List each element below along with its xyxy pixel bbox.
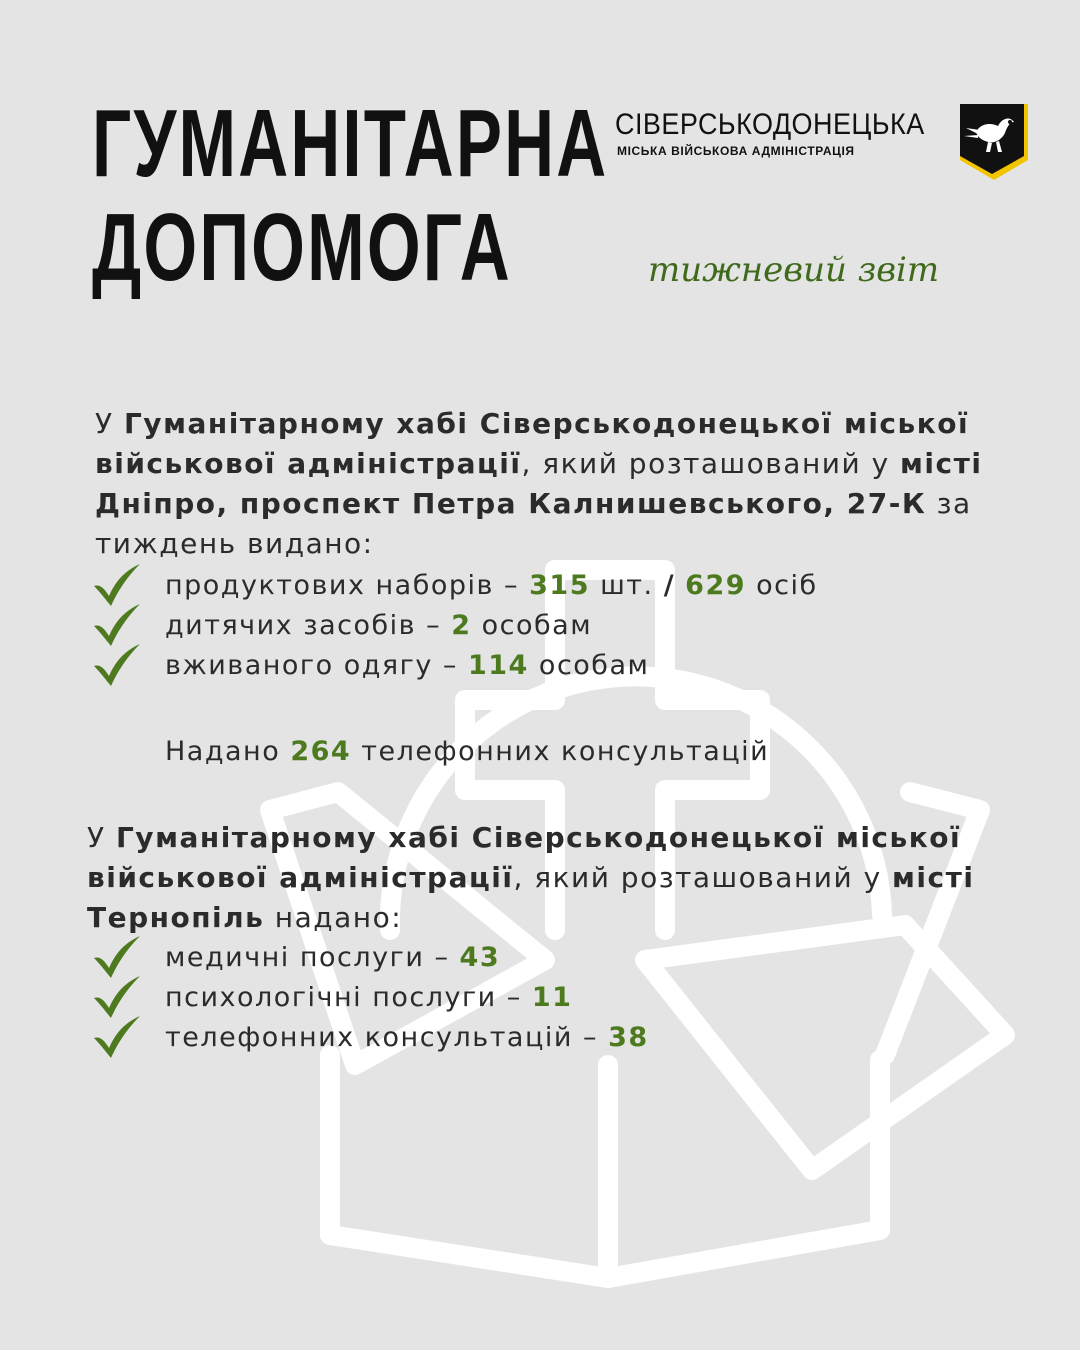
section1-hub-name: Гуманітарному хабі Сіверськодонецької міської військової адміністрації [95, 407, 970, 480]
checkmark-icon [92, 604, 142, 648]
list-item [92, 938, 649, 978]
section2-intro [87, 818, 1017, 938]
city-emblem-icon [958, 102, 1030, 182]
logo-city-name: СІВЕРСЬКОДОНЕЦЬКА [615, 108, 925, 141]
item-value: 315 [529, 570, 590, 601]
list-item [92, 978, 649, 1018]
item-separator: / [663, 570, 676, 601]
checkmark-icon [92, 644, 142, 688]
checkmark-icon [92, 1016, 142, 1060]
section1-intro [95, 404, 1015, 564]
note-prefix: Надано [165, 736, 291, 767]
item-value: 38 [608, 1022, 649, 1053]
section2-hub-name: Гуманітарному хабі Сіверськодонецької міської військової адміністрації [87, 821, 962, 894]
list-item [92, 646, 818, 686]
section2-list [92, 938, 649, 1058]
item-unit: особам [528, 650, 650, 681]
section2-intro-middle: , який розташований у [513, 861, 893, 894]
item-value: 2 [451, 610, 472, 641]
checkmark-icon [92, 976, 142, 1020]
item-value: 43 [459, 942, 501, 973]
title-line-2: ДОПОМОГА [92, 194, 512, 301]
section2-intro-prefix: У [87, 821, 116, 854]
checkmark-icon [92, 936, 142, 980]
page-title [92, 92, 608, 300]
item-label: дитячих засобів – [165, 610, 452, 641]
weekly-report-subtitle: тижневий звіт [648, 250, 940, 290]
checkmark-icon [92, 564, 142, 608]
list-item [92, 606, 818, 646]
section1-intro-prefix: У [95, 407, 124, 440]
item-label: продуктових наборів – [165, 570, 530, 601]
item-value-2: 629 [685, 570, 747, 601]
item-unit: особам [471, 610, 593, 641]
item-label: психологічні послуги – [165, 982, 532, 1013]
item-value: 11 [531, 982, 573, 1013]
section2-location: місті Тернопіль [87, 861, 975, 934]
section2-intro-suffix: надано: [264, 901, 403, 934]
item-unit: шт. [590, 570, 664, 601]
item-value: 114 [467, 650, 529, 681]
note-suffix: телефонних консультацій [351, 736, 770, 767]
item-label: медичні послуги – [165, 942, 460, 973]
section1-list [92, 566, 818, 686]
note-value: 264 [290, 736, 352, 767]
item-label: телефонних консультацій – [165, 1022, 609, 1053]
title-line-1: ГУМАНІТАРНА [92, 90, 609, 197]
section1-location: місті Дніпро, проспект Петра Калнишевського, 27-К [95, 447, 983, 520]
list-item [92, 1018, 649, 1058]
section1-intro-middle: , який розташований у [521, 447, 901, 480]
item-unit-2: осіб [746, 570, 818, 601]
item-label: вживаного одягу – [165, 650, 468, 681]
section1-intro-suffix: за тиждень видано: [95, 487, 972, 560]
phone-consultations-note [165, 732, 769, 772]
logo-subtitle: МІСЬКА ВІЙСЬКОВА АДМІНІСТРАЦІЯ [617, 144, 855, 158]
list-item [92, 566, 818, 606]
administration-logo [615, 102, 1030, 182]
